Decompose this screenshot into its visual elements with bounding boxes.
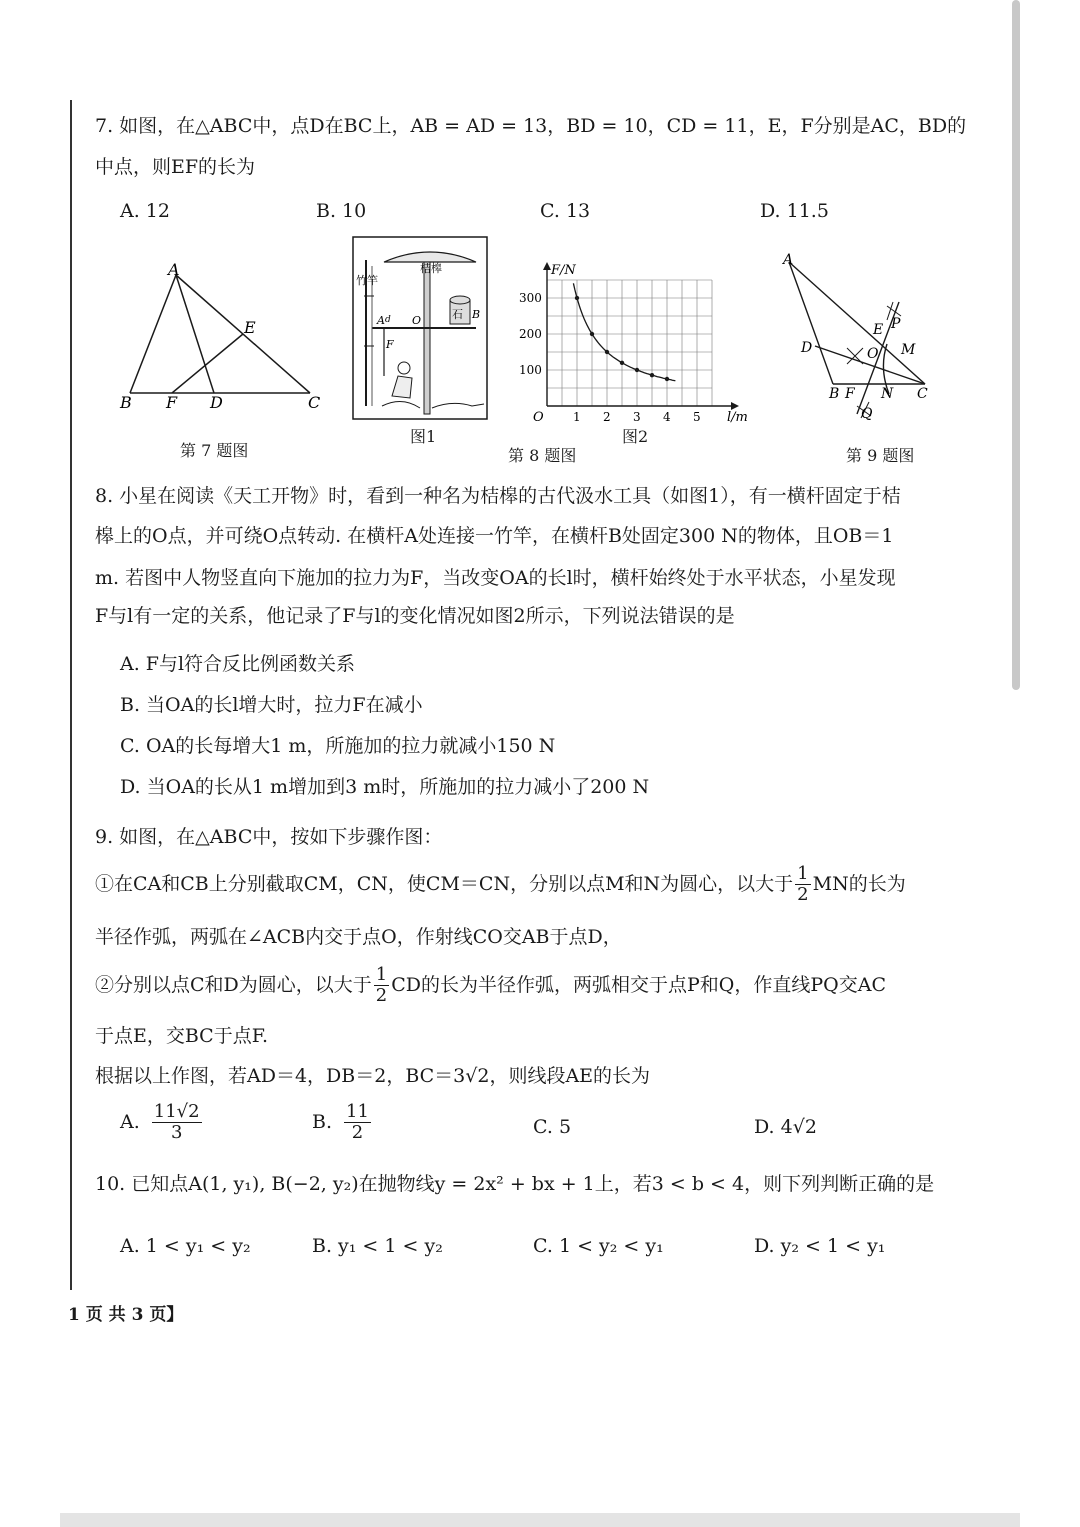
chart-point [605, 350, 609, 354]
q9-step1-b: MN的长为 [812, 872, 906, 895]
q7-label-c: C [308, 393, 321, 412]
q9-given: 根据以上作图，若AD＝4，DB＝2，BC＝3√2，则线段AE的长为 [95, 1065, 651, 1087]
q9-label-q: Q [861, 406, 873, 422]
chart-point [650, 373, 654, 377]
q7-label-f: F [166, 393, 178, 412]
q7-label-b: B [120, 393, 132, 412]
q8-line1: 8. 小星在阅读《天工开物》时，看到一种名为桔槔的古代汲水工具（如图1），有一横杆固定于桔 [95, 485, 901, 507]
q8-option-a: A. F与l符合反比例函数关系 [120, 653, 356, 675]
q9-option-a: A. $\frac{11√2}{3}$ [120, 1101, 200, 1143]
q9-label-p: P [891, 316, 901, 332]
q9-step2 [95, 965, 886, 1006]
q10-line1: 10. 已知点A(1, y₁), B(−2, y₂)在抛物线y = 2x² + bx + 1上，若3 < b < 4，则下列判断正确的是 [95, 1173, 935, 1195]
q9-step1-fraction: $\frac{1}{2}$ [797, 863, 809, 905]
q7-caption: 第 7 题图 [180, 441, 249, 460]
q8-fig1-bamboo: 竹竿 [356, 274, 378, 287]
q8-option-c: C. OA的长每增大1 m，所施加的拉力就减小150 N [120, 735, 556, 757]
chart-y-tick: 100 [519, 363, 542, 377]
q9-option-b: B. $\frac{11}{2}$ [312, 1101, 369, 1143]
chart-x-tick: 4 [663, 410, 671, 423]
q7-option-d: D. 11.5 [760, 200, 829, 222]
q10-option-d: D. y₂ < 1 < y₁ [754, 1235, 886, 1257]
q7-line2: 中点，则EF的长为 [95, 156, 256, 178]
chart-x-tick: 5 [693, 410, 701, 423]
chart-origin-label: O [533, 410, 544, 423]
chart-point [635, 368, 639, 372]
q7-option-a: A. 12 [120, 200, 170, 222]
q7-segment-ef [172, 334, 243, 393]
margin-line [70, 100, 72, 1290]
scrollbar[interactable] [1012, 0, 1020, 690]
q9-label-o: O [867, 346, 879, 362]
chart-x-tick: 2 [603, 410, 611, 423]
q7-label-e: E [244, 318, 256, 337]
q8-line2: 槔上的O点，并可绕O点转动. 在横杆A处连接一竹竿，在横杆B处固定300 N的物体，且OB＝1 [95, 525, 894, 547]
q9-option-d: D. 4√2 [754, 1116, 817, 1138]
q8-fig1-caption: 图1 [410, 427, 437, 446]
q10-option-a: A. 1 < y₁ < y₂ [120, 1235, 251, 1257]
q9-label-m: M [901, 342, 916, 358]
q9-label-d: D [801, 340, 813, 356]
q10-option-c: C. 1 < y₂ < y₁ [533, 1235, 664, 1257]
q9-step2-fraction: $\frac{1}{2}$ [375, 964, 388, 1006]
q7-side-ab [130, 275, 176, 393]
q9-step2-line2: 于点E，交BC于点F. [95, 1025, 268, 1047]
chart-x-tick: 3 [633, 410, 641, 423]
q9-step1-line2: 半径作弧，两弧在∠ACB内交于点O，作射线CO交AB于点D， [95, 926, 622, 948]
chart-x-arrow [731, 402, 739, 410]
q8-option-b: B. 当OA的长l增大时，拉力F在减小 [120, 694, 423, 716]
q8-fig1-stone: 石 [452, 308, 463, 321]
q9-arc-o [847, 348, 863, 364]
q7-label-d: D [210, 393, 223, 412]
q8-fig2-caption: 图2 [622, 427, 649, 446]
chart-y-arrow [543, 262, 551, 270]
q9-step1 [95, 864, 906, 905]
q9-label-n: N [881, 386, 894, 402]
q9-label-a: A [783, 252, 794, 268]
q9-side-ab [789, 262, 833, 384]
chart-y-label: F/N [551, 263, 576, 278]
q9-side-ac [789, 262, 925, 384]
q8-fig1-label-a: A [377, 314, 385, 327]
q7-option-b: B. 10 [316, 200, 367, 222]
chart-grid [547, 280, 712, 406]
q9-option-c: C. 5 [533, 1116, 572, 1138]
chart-point [575, 296, 579, 300]
q9-caption: 第 9 题图 [846, 446, 915, 465]
bottom-bar [60, 1513, 1020, 1527]
q8-fig1-label-d: d [385, 315, 391, 325]
q9-line1: 9. 如图，在△ABC中，按如下步骤作图： [95, 826, 443, 848]
q9-step2-a: ②分别以点C和D为圆心，以大于 [95, 973, 372, 996]
q8-fig1-title: 桔槔 [420, 262, 442, 275]
q8-fig1-label-f: F [386, 338, 394, 351]
q9-label-c: C [917, 386, 928, 402]
chart-point [590, 332, 594, 336]
q9-label-e: E [873, 322, 884, 338]
q7-line1: 7. 如图，在△ABC中，点D在BC上，AB = AD = 13，BD = 10，CD = 11，E，F分别是AC，BD的 [95, 115, 967, 137]
q8-line4: F与l有一定的关系，他记录了F与l的变化情况如图2所示，下列说法错误的是 [95, 605, 735, 627]
q8-line3: m. 若图中人物竖直向下施加的拉力为F，当改变OA的长l时，横杆始终处于水平状态，小星发现 [95, 567, 896, 589]
q8-fig1-label-b: B [472, 308, 481, 321]
q9-figure [775, 248, 945, 428]
q8-fig1-label-o: O [412, 314, 422, 327]
chart-point [620, 361, 624, 365]
q9-step2-b: CD的长为半径作弧，两弧相交于点P和Q，作直线PQ交AC [391, 973, 886, 996]
chart-x-label: l/m [727, 410, 748, 423]
q7-option-c: C. 13 [540, 200, 591, 222]
q8-fig2-chart [515, 258, 760, 423]
q9-step1-a: ①在CA和CB上分别截取CM，CN，使CM＝CN，分别以点M和N为圆心，以大于 [95, 872, 794, 895]
q7-figure [110, 255, 330, 415]
chart-x-tick: 1 [573, 410, 581, 423]
page-footer: 1 页 共 3 页】 [68, 1305, 184, 1325]
q8-caption: 第 8 题图 [508, 446, 577, 465]
q8-fig1-illustration [352, 236, 488, 420]
q10-option-b: B. y₁ < 1 < y₂ [312, 1235, 443, 1257]
chart-y-tick: 300 [519, 291, 542, 305]
chart-point [665, 377, 669, 381]
q9-label-f: F [845, 386, 855, 402]
chart-y-tick: 200 [519, 327, 542, 341]
q9-label-b: B [829, 386, 840, 402]
q8-option-d: D. 当OA的长从1 m增加到3 m时，所施加的拉力减小了200 N [120, 776, 650, 798]
q7-label-a: A [168, 260, 180, 279]
